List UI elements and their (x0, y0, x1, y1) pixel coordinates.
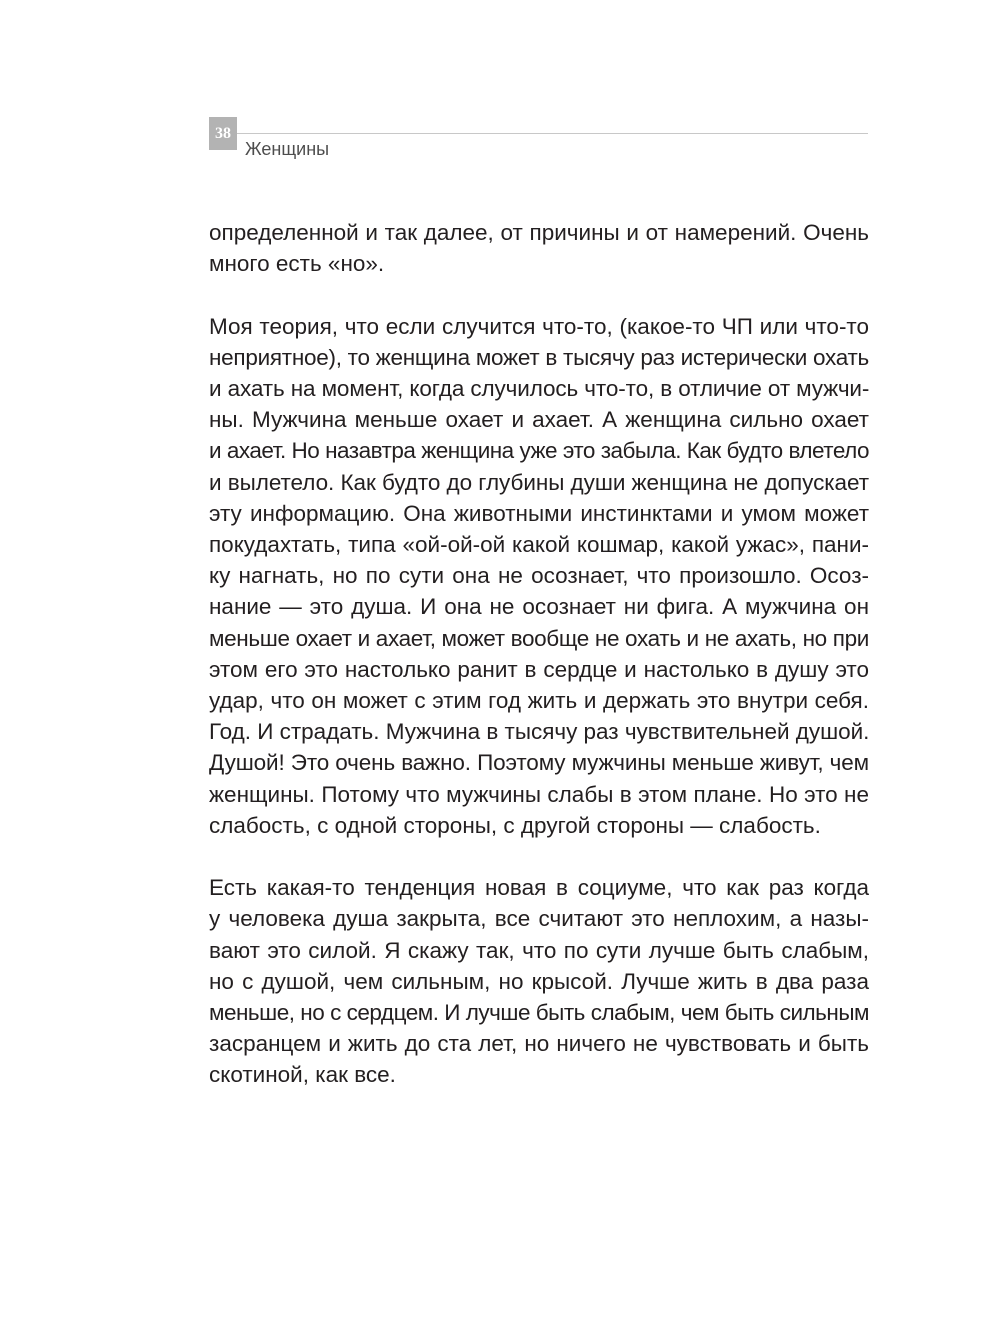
text-line: удар, что он может с этим год жить и держать это внутри себя. (209, 688, 869, 714)
text-line: определенной и так далее, от причины и от намерений. Очень (209, 220, 869, 245)
text-line: эту информацию. Она животными инстинктами и умом может (209, 500, 869, 526)
text-line: покудахтать, типа «ой-ой-ой какой кошмар, какой ужас», пани- (209, 532, 869, 558)
text-line: Душой! Это очень важно. Поэтому мужчины меньше живут, чем (209, 750, 869, 776)
text-line: нание — это душа. И она не осознает ни фига. А мужчина он (209, 594, 869, 620)
text-line: Есть какая-то тенденция новая в социуме, что как раз когда (209, 875, 869, 901)
text-line: этом его это настолько ранит в сердце и настолько в душу это (209, 656, 869, 682)
text-line: и ахает. Но назавтра женщина уже это забыла. Как будто влетело (209, 438, 869, 464)
text-line: много есть «но». (209, 251, 385, 277)
text-line: меньше охает и ахает, может вообще не охать и не ахать, но при (209, 625, 869, 651)
body-text (209, 217, 869, 1091)
text-line: Год. И страдать. Мужчина в тысячу раз чувствительней душой. (209, 719, 870, 745)
text-line: вают это силой. Я скажу так, что по сути лучше быть слабым, (209, 937, 869, 963)
text-line: неприятное), то женщина может в тысячу раз истерически охать (209, 344, 869, 370)
header-rule (237, 133, 868, 134)
text-line: слабость, с одной стороны, с другой стороны — слабость. (209, 812, 821, 838)
text-line: засранцем и жить до ста лет, но ничего не чувствовать и быть (209, 1031, 869, 1057)
text-line: но с душой, чем сильным, но крысой. Лучше жить в два раза (209, 968, 869, 994)
text-line: Моя теория, что если случится что-то, (какое-то ЧП или что-то (209, 313, 869, 339)
page-number: 38 (209, 117, 237, 150)
text-line: у человека душа закрыта, все считают это неплохим, а назы- (209, 906, 869, 932)
text-line: скотиной, как все. (209, 1062, 396, 1088)
text-line: и вылетело. Как будто до глубины души женщина не допускает (209, 469, 869, 495)
text-line: ку нагнать, но по сути она не осознает, что произошло. Осоз- (209, 563, 869, 589)
text-line: меньше, но с сердцем. И лучше быть слабым, чем быть сильным (209, 1000, 869, 1026)
text-line: ны. Мужчина меньше охает и ахает. А женщина сильно охает (209, 407, 869, 433)
text-line: и ахать на момент, когда случилось что-то, в отличие от мужчи- (209, 376, 870, 401)
paragraph (209, 217, 869, 279)
text-line: женщины. Потому что мужчины слабы в этом плане. Но это не (209, 781, 869, 807)
paragraph (209, 311, 869, 841)
paragraph (209, 872, 869, 1090)
running-title: Женщины (245, 139, 330, 159)
